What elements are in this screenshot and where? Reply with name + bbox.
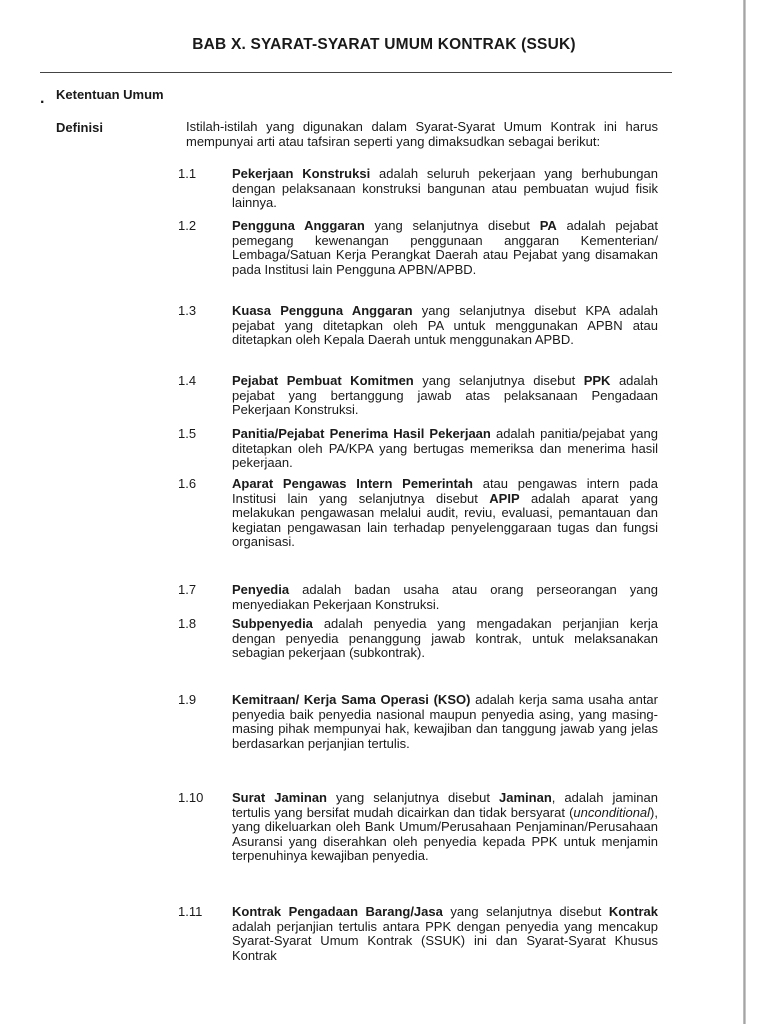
definition-number: 1.1 xyxy=(178,166,197,181)
definition-number: 1.2 xyxy=(178,218,197,233)
definition-fragment: adalah perjanjian tertulis antara PPK dengan penyedia yang mencakup Syarat-Syarat Umum Kontrak (SSUK) ini dan Syarat-Syarat Khusus Kontrak xyxy=(232,918,658,963)
definition-number: 1.6 xyxy=(178,476,197,491)
definition-fragment: yang selanjutnya disebut xyxy=(364,218,540,233)
definition-number: 1.10 xyxy=(178,790,204,805)
definition-text xyxy=(232,477,658,550)
definition-text xyxy=(232,374,658,418)
definition-text xyxy=(232,905,658,963)
definition-text xyxy=(232,791,658,864)
definition-fragment: adalah seluruh pekerjaan yang berhubungan dengan pelaksanaan konstruksi bangunan atau pembuatan wujud fisik lainnya. xyxy=(232,166,658,211)
defined-term: Kontrak xyxy=(608,904,658,919)
definition-fragment: yang selanjutnya disebut xyxy=(413,373,584,388)
definition-fragment: unconditional xyxy=(573,804,651,820)
definition-fragment: adalah penyedia yang mengadakan perjanjian kerja dengan penyedia penanggung jawab kontrak, untuk melaksanakan sebagian pekerjaan (subkontrak). xyxy=(232,616,658,661)
section-heading: Ketentuan Umum xyxy=(56,87,164,102)
defined-term: Kontrak Pengadaan Barang/Jasa xyxy=(232,904,443,919)
definition-number: 1.11 xyxy=(178,904,203,919)
defined-term: Kuasa Pengguna Anggaran xyxy=(232,303,413,318)
defined-term: APIP xyxy=(489,490,520,506)
definition-number: 1.8 xyxy=(178,616,197,631)
definition-fragment: atau pengawas intern pada Institusi lain yang selanjutnya disebut xyxy=(232,476,658,506)
definition-text xyxy=(232,219,658,277)
definition-text xyxy=(232,304,658,348)
defined-term: Aparat Pengawas Intern Pemerintah xyxy=(232,476,473,491)
definition-fragment: ), yang dikeluarkan oleh Bank Umum/Perusahaan Penjaminan/Perusahaan Asuransi yang diserahkan oleh penyedia kepada PPK untuk menjamin terpenuhinya kewajiban penyedia. xyxy=(232,804,658,864)
defined-term: Surat Jaminan xyxy=(232,790,328,805)
defined-term: Panitia/Pejabat Penerima Hasil Pekerjaan xyxy=(232,426,491,441)
defined-term: Subpenyedia xyxy=(232,616,313,631)
definition-text xyxy=(232,693,658,751)
definition-fragment: adalah pejabat yang bertanggung jawab atas pelaksanaan Pengadaan Pekerjaan Konstruksi. xyxy=(232,373,658,418)
defined-term: Kemitraan/ Kerja Sama Operasi (KSO) xyxy=(232,692,471,707)
definition-number: 1.3 xyxy=(178,303,197,318)
chapter-title: BAB X. SYARAT-SYARAT UMUM KONTRAK (SSUK) xyxy=(192,36,576,53)
defined-term: Pekerjaan Konstruksi xyxy=(232,166,371,181)
definition-number: 1.7 xyxy=(178,582,197,597)
definition-intro: Istilah-istilah yang digunakan dalam Syarat-Syarat Umum Kontrak ini harus mempunyai arti atau tafsiran seperti yang dimaksudkan sebagai berikut: xyxy=(186,119,658,149)
definition-fragment: yang selanjutnya disebut KPA adalah pejabat yang ditetapkan oleh PA untuk menggunakan APBN atau ditetapkan oleh Kepala Daerah untuk menggunakan APBD. xyxy=(232,303,658,348)
definition-text xyxy=(232,167,658,211)
definition-fragment: adalah panitia/pejabat yang ditetapkan oleh PA/KPA yang bertugas memeriksa dan menerima hasil pekerjaan. xyxy=(232,426,658,471)
defined-term: PPK xyxy=(583,373,611,388)
section-bullet: . xyxy=(40,90,45,107)
defined-term: PA xyxy=(539,218,557,233)
definition-number: 1.5 xyxy=(178,426,197,441)
definition-fragment: adalah aparat yang melakukan pengawasan melalui audit, reviu, evaluasi, pemantauan dan kegiatan pengawasan lain terhadap penyelenggaraan tugas dan fungsi organisasi. xyxy=(232,490,658,550)
defined-term: Pengguna Anggaran xyxy=(232,218,365,233)
definition-fragment: , adalah jaminan tertulis yang bersifat mudah dicairkan dan tidak bersyarat ( xyxy=(232,790,658,820)
title-divider xyxy=(40,72,672,73)
definition-fragment: adalah pejabat pemegang kewenangan penggunaan anggaran Kementerian/ Lembaga/Satuan Kerja Perangkat Daerah atau Pejabat yang disamakan pada Institusi lain Pengguna APBN/APBD. xyxy=(232,218,658,277)
definition-label: Definisi xyxy=(56,120,103,135)
definition-text xyxy=(232,427,658,471)
definition-text xyxy=(232,583,658,612)
definition-number: 1.9 xyxy=(178,692,197,707)
defined-term: Pejabat Pembuat Komitmen xyxy=(232,373,414,388)
definition-text xyxy=(232,617,658,661)
definition-fragment: yang selanjutnya disebut xyxy=(327,790,500,805)
defined-term: Jaminan xyxy=(499,790,552,805)
page-edge-line xyxy=(743,0,746,1024)
definition-fragment: yang selanjutnya disebut xyxy=(442,904,609,919)
definition-number: 1.4 xyxy=(178,373,197,388)
definition-fragment: adalah kerja sama usaha antar penyedia baik penyedia nasional maupun penyedia asing, yang masing-masing pihak mempunyai hak, kewajiban dan tanggung jawab yang jelas berdasarkan perjanjian tertulis. xyxy=(232,692,658,751)
definition-fragment: adalah badan usaha atau orang perseorangan yang menyediakan Pekerjaan Konstruksi. xyxy=(232,582,658,612)
defined-term: Penyedia xyxy=(232,582,290,597)
